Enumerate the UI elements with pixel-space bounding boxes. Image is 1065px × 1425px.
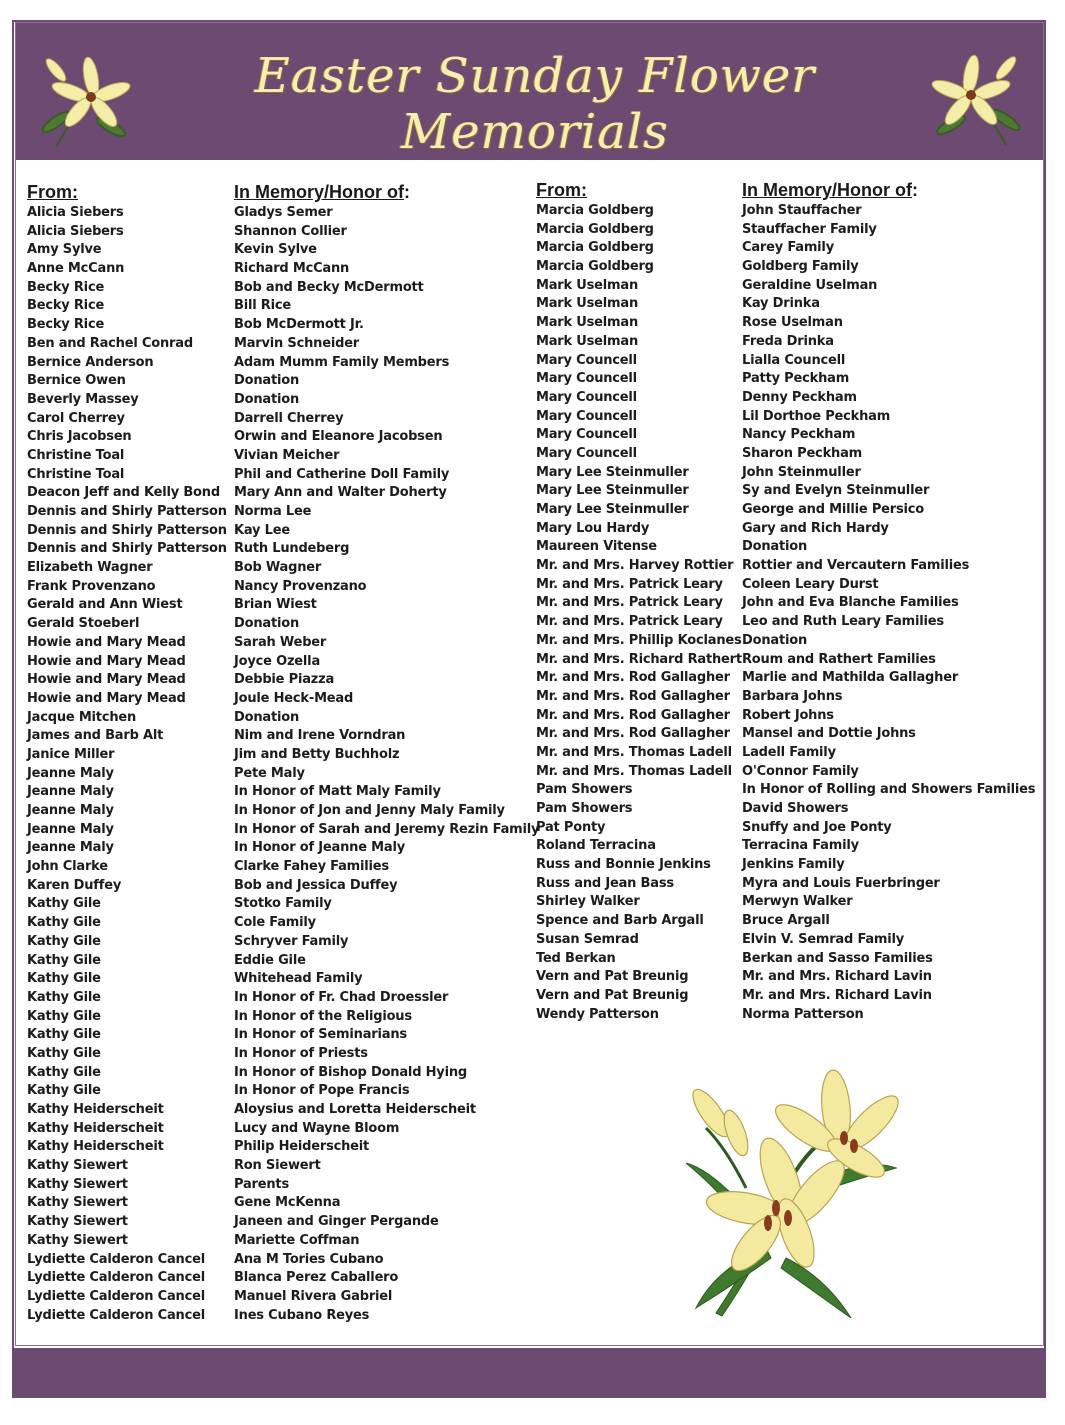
donor-name: Russ and Jean Bass bbox=[536, 875, 674, 891]
memory-header bbox=[234, 180, 524, 204]
memorial-name: Stauffacher Family bbox=[742, 221, 877, 237]
donor-name: Kathy Gile bbox=[27, 933, 101, 949]
memorial-name: Bob Wagner bbox=[234, 560, 322, 576]
memorial-name: Marlie and Mathilda Gallagher bbox=[742, 670, 959, 686]
donor-name: Lydiette Calderon Cancel bbox=[27, 1288, 205, 1304]
donor-name: Roland Terracina bbox=[536, 838, 656, 854]
memorial-name: Elvin V. Semrad Family bbox=[742, 931, 905, 947]
donor-name: Jeanne Maly bbox=[27, 784, 114, 800]
memorial-name: Mr. and Mrs. Richard Lavin bbox=[742, 969, 932, 985]
memorial-name: Norma Patterson bbox=[742, 1006, 864, 1022]
donor-name: Dennis and Shirly Patterson bbox=[27, 522, 227, 538]
memorial-name: Stotko Family bbox=[234, 896, 332, 912]
donor-name: Mr. and Mrs. Harvey Rottier bbox=[536, 558, 734, 574]
memorial-name: Berkan and Sasso Families bbox=[742, 950, 933, 966]
donor-name: Marcia Goldberg bbox=[536, 203, 654, 218]
donor-name: Elizabeth Wagner bbox=[27, 560, 153, 576]
donor-name: James and Barb Alt bbox=[27, 728, 164, 744]
donor-name: Gerald Stoeberl bbox=[27, 616, 140, 632]
donor-name: Howie and Mary Mead bbox=[27, 690, 186, 706]
memorial-name: Jim and Betty Buchholz bbox=[234, 746, 400, 762]
memory-header-colon: : bbox=[404, 182, 410, 202]
donor-name: Mary Councell bbox=[536, 389, 637, 405]
donor-name: Mary Lee Steinmuller bbox=[536, 483, 689, 499]
donor-name: Kathy Gile bbox=[27, 1027, 101, 1043]
donor-name: Mr. and Mrs. Rod Gallagher bbox=[536, 707, 730, 723]
donor-name: Lydiette Calderon Cancel bbox=[27, 1251, 205, 1267]
memorial-name: In Honor of Fr. Chad Droessler bbox=[234, 989, 449, 1005]
donor-name: Mary Councell bbox=[536, 371, 637, 387]
donor-name: Kathy Gile bbox=[27, 896, 101, 912]
memorial-name: Sarah Weber bbox=[234, 634, 327, 650]
lily-icon-left bbox=[36, 52, 136, 152]
left-memory-column bbox=[234, 180, 540, 1325]
memorial-name: Sharon Peckham bbox=[742, 445, 862, 461]
memorial-name: Mariette Coffman bbox=[234, 1232, 360, 1248]
donor-name: Mr. and Mrs. Thomas Ladell bbox=[536, 763, 732, 779]
donor-name: Ben and Rachel Conrad bbox=[27, 335, 193, 351]
memorial-name: Denny Peckham bbox=[742, 389, 857, 405]
donor-name: Lydiette Calderon Cancel bbox=[27, 1307, 205, 1323]
memorial-name: Mansel and Dottie Johns bbox=[742, 726, 916, 742]
memorial-name: Donation bbox=[742, 632, 808, 648]
from-header-label: From: bbox=[536, 180, 587, 200]
donor-name: Susan Semrad bbox=[536, 931, 639, 947]
memory-header-label: In Memory/Honor of bbox=[742, 180, 912, 200]
memorial-name: Rottier and Vercautern Families bbox=[742, 558, 970, 574]
memorial-name: Nancy Peckham bbox=[742, 427, 856, 443]
donor-name: Becky Rice bbox=[27, 279, 105, 295]
donor-name: Dennis and Shirly Patterson bbox=[27, 504, 227, 519]
donor-name: Mary Councell bbox=[536, 352, 637, 368]
memorial-name: Roum and Rathert Families bbox=[742, 651, 936, 667]
memorial-name: Cole Family bbox=[234, 915, 316, 931]
donor-name: Kathy Siewert bbox=[27, 1232, 128, 1248]
donor-name: Kathy Heiderscheit bbox=[27, 1102, 164, 1117]
memorial-name: Sy and Evelyn Steinmuller bbox=[742, 483, 930, 499]
memorial-name: Terracina Family bbox=[742, 838, 859, 854]
memorial-name: David Showers bbox=[742, 801, 849, 816]
memorial-name: In Honor of the Religious bbox=[234, 1008, 412, 1024]
memorial-name: Phil and Catherine Doll Family bbox=[234, 466, 450, 482]
donor-name: Mr. and Mrs. Rod Gallagher bbox=[536, 688, 730, 704]
memorial-name: Gary and Rich Hardy bbox=[742, 520, 889, 536]
donor-name: Mary Councell bbox=[536, 445, 637, 461]
donor-name: Spence and Barb Argall bbox=[536, 913, 704, 929]
memorial-name: Vivian Meicher bbox=[234, 447, 340, 463]
donor-name: Kathy Gile bbox=[27, 1045, 101, 1061]
donor-name: Jacque Mitchen bbox=[27, 709, 137, 725]
donor-name: Mr. and Mrs. Patrick Leary bbox=[536, 576, 723, 592]
memorial-name: Ana M Tories Cubano bbox=[234, 1251, 384, 1267]
memorial-name: Philip Heiderscheit bbox=[234, 1139, 370, 1155]
memorial-name: Geraldine Uselman bbox=[742, 277, 878, 293]
donor-name: Frank Provenzano bbox=[27, 578, 156, 594]
lily-icon-right bbox=[926, 50, 1026, 150]
right-memory-column bbox=[742, 178, 1037, 1024]
donor-name: Gerald and Ann Wiest bbox=[27, 597, 183, 613]
donor-name: Bernice Owen bbox=[27, 373, 126, 389]
footer-band bbox=[12, 1350, 1046, 1398]
donor-name: Mark Uselman bbox=[536, 315, 639, 331]
donor-name: Kathy Heiderscheit bbox=[27, 1139, 164, 1155]
memorial-name: Brian Wiest bbox=[234, 597, 317, 613]
memorial-name: Gladys Semer bbox=[234, 205, 333, 220]
donor-name: Mr. and Mrs. Thomas Ladell bbox=[536, 744, 732, 760]
donor-name: Kathy Heiderscheit bbox=[27, 1120, 164, 1136]
memorial-name: Donation bbox=[742, 539, 808, 555]
donor-name: Deacon Jeff and Kelly Bond bbox=[27, 485, 220, 501]
donor-name: Jeanne Maly bbox=[27, 765, 114, 781]
donor-name: Kathy Siewert bbox=[27, 1158, 128, 1174]
donor-name: Mr. and Mrs. Patrick Leary bbox=[536, 595, 723, 611]
donor-name: Kathy Siewert bbox=[27, 1214, 128, 1230]
memorial-name: Patty Peckham bbox=[742, 371, 850, 387]
memorial-name: Manuel Rivera Gabriel bbox=[234, 1288, 393, 1304]
memorial-name: O'Connor Family bbox=[742, 763, 859, 779]
memorial-name: Joyce Ozella bbox=[234, 653, 321, 669]
memorial-name: Ines Cubano Reyes bbox=[234, 1307, 370, 1323]
donor-name: Chris Jacobsen bbox=[27, 429, 132, 445]
donor-name: Mary Lee Steinmuller bbox=[536, 502, 689, 517]
memorial-name: Donation bbox=[234, 616, 300, 632]
memorial-name: Snuffy and Joe Ponty bbox=[742, 819, 892, 835]
memorial-name: Barbara Johns bbox=[742, 688, 843, 704]
memorial-name: Clarke Fahey Families bbox=[234, 859, 389, 875]
from-header-label: From: bbox=[27, 182, 78, 202]
memorial-name: Kay Lee bbox=[234, 522, 290, 538]
from-header bbox=[27, 180, 227, 204]
donor-name: Christine Toal bbox=[27, 466, 125, 482]
memorial-name: Ladell Family bbox=[742, 744, 836, 760]
donor-name: Mary Councell bbox=[536, 408, 637, 424]
donor-name: Kathy Siewert bbox=[27, 1176, 128, 1192]
memorial-name: Freda Drinka bbox=[742, 333, 834, 349]
memorial-name: In Honor of Jeanne Maly bbox=[234, 840, 405, 856]
donor-name: Christine Toal bbox=[27, 447, 125, 463]
donor-name: Mary Lee Steinmuller bbox=[536, 464, 689, 480]
memorial-name: Eddie Gile bbox=[234, 952, 306, 968]
donor-name: Wendy Patterson bbox=[536, 1006, 659, 1022]
donor-name: Alicia Siebers bbox=[27, 205, 124, 220]
memorial-name: In Honor of Rolling and Showers Families bbox=[742, 782, 1036, 798]
donor-name: Mary Councell bbox=[536, 427, 637, 443]
memorial-name: Donation bbox=[234, 709, 300, 725]
donor-name: Pam Showers bbox=[536, 801, 633, 816]
donor-name: Kathy Gile bbox=[27, 989, 101, 1005]
donor-name: Kathy Gile bbox=[27, 1008, 101, 1024]
donor-name: Russ and Bonnie Jenkins bbox=[536, 857, 711, 873]
donor-name: Mary Lou Hardy bbox=[536, 520, 650, 536]
memorial-name: In Honor of Priests bbox=[234, 1045, 368, 1061]
memorial-name: Mary Ann and Walter Doherty bbox=[234, 485, 447, 501]
memorial-name: Robert Johns bbox=[742, 707, 834, 723]
memorial-name: Myra and Louis Fuerbringer bbox=[742, 875, 940, 891]
donor-name: Mr. and Mrs. Rod Gallagher bbox=[536, 726, 730, 742]
memorial-name: In Honor of Matt Maly Family bbox=[234, 784, 441, 800]
from-header bbox=[536, 178, 736, 202]
donor-name: Pam Showers bbox=[536, 782, 633, 798]
left-from-column bbox=[27, 180, 227, 1325]
memorial-name: Nim and Irene Vorndran bbox=[234, 728, 406, 744]
donor-name: Kathy Gile bbox=[27, 971, 101, 987]
memory-header bbox=[742, 178, 1037, 202]
memorial-name: Blanca Perez Caballero bbox=[234, 1270, 399, 1286]
donor-name: Howie and Mary Mead bbox=[27, 634, 186, 650]
right-from-column bbox=[536, 178, 742, 1024]
memorial-name: Lil Dorthoe Peckham bbox=[742, 408, 891, 424]
donor-name: Vern and Pat Breunig bbox=[536, 969, 689, 985]
memorial-name: Bruce Argall bbox=[742, 913, 830, 929]
memorial-name: Coleen Leary Durst bbox=[742, 576, 879, 592]
memorial-name: In Honor of Bishop Donald Hying bbox=[234, 1064, 467, 1080]
memorial-name: George and Millie Persico bbox=[742, 502, 925, 517]
memorial-name: Gene McKenna bbox=[234, 1195, 341, 1211]
memorial-name: Adam Mumm Family Members bbox=[234, 354, 450, 370]
donor-name: Dennis and Shirly Patterson bbox=[27, 541, 227, 557]
memorial-name: Ron Siewert bbox=[234, 1158, 321, 1174]
donor-name: Kathy Gile bbox=[27, 915, 101, 931]
donor-name: Jeanne Maly bbox=[27, 821, 114, 837]
donor-name: Karen Duffey bbox=[27, 877, 122, 893]
left-memory-list bbox=[234, 204, 540, 1325]
donor-name: Pat Ponty bbox=[536, 819, 606, 835]
memorial-name: Jenkins Family bbox=[742, 857, 845, 873]
donor-name: Mr. and Mrs. Phillip Koclanes bbox=[536, 632, 742, 648]
memorial-name: Bob McDermott Jr. bbox=[234, 317, 364, 333]
donor-name: Marcia Goldberg bbox=[536, 221, 654, 237]
memorial-name: Donation bbox=[234, 391, 300, 407]
donor-name: Mr. and Mrs. Richard Rathert bbox=[536, 651, 742, 667]
donor-name: Becky Rice bbox=[27, 317, 105, 333]
memorial-name: Kevin Sylve bbox=[234, 242, 317, 258]
donor-name: Janice Miller bbox=[27, 746, 115, 762]
memorial-name: Bob and Becky McDermott bbox=[234, 279, 424, 295]
memorial-name: Schryver Family bbox=[234, 933, 349, 949]
donor-name: Howie and Mary Mead bbox=[27, 672, 186, 688]
right-memory-list bbox=[742, 202, 1037, 1024]
memorial-name: In Honor of Jon and Jenny Maly Family bbox=[234, 803, 505, 818]
memory-header-colon: : bbox=[912, 180, 918, 200]
memorial-name: Shannon Collier bbox=[234, 223, 347, 239]
donor-name: Beverly Massey bbox=[27, 391, 139, 407]
donor-name: Marcia Goldberg bbox=[536, 240, 654, 256]
memorial-name: Leo and Ruth Leary Families bbox=[742, 614, 944, 630]
donor-name: Kathy Siewert bbox=[27, 1195, 128, 1211]
donor-name: Jeanne Maly bbox=[27, 803, 114, 818]
memorial-name: Donation bbox=[234, 373, 300, 389]
memorial-name: Lialla Councell bbox=[742, 352, 846, 368]
memorial-name: Whitehead Family bbox=[234, 971, 363, 987]
donor-name: Amy Sylve bbox=[27, 242, 102, 258]
right-from-list bbox=[536, 202, 742, 1024]
donor-name: Mr. and Mrs. Patrick Leary bbox=[536, 614, 723, 630]
lily-illustration bbox=[676, 1068, 936, 1318]
memorial-name: In Honor of Seminarians bbox=[234, 1027, 407, 1043]
memorial-name: Nancy Provenzano bbox=[234, 578, 367, 594]
donor-name: Mark Uselman bbox=[536, 277, 639, 293]
memorial-name: Darrell Cherrey bbox=[234, 410, 344, 426]
memorial-name: Bob and Jessica Duffey bbox=[234, 877, 398, 893]
memorial-name: Parents bbox=[234, 1176, 289, 1192]
donor-name: Becky Rice bbox=[27, 298, 105, 314]
memorial-name: John and Eva Blanche Families bbox=[742, 595, 959, 611]
donor-name: Carol Cherrey bbox=[27, 410, 125, 426]
donor-name: Vern and Pat Breunig bbox=[536, 987, 689, 1003]
donor-name: Kathy Gile bbox=[27, 1083, 101, 1099]
memorial-name: Norma Lee bbox=[234, 504, 312, 519]
memorial-name: Joule Heck-Mead bbox=[234, 690, 354, 706]
memory-header-label: In Memory/Honor of bbox=[234, 182, 404, 202]
memorial-name: Carey Family bbox=[742, 240, 834, 256]
memorial-name: Mr. and Mrs. Richard Lavin bbox=[742, 987, 932, 1003]
donor-name: Jeanne Maly bbox=[27, 840, 114, 856]
memorial-name: In Honor of Sarah and Jeremy Rezin Family bbox=[234, 821, 540, 837]
memorial-name: Lucy and Wayne Bloom bbox=[234, 1120, 400, 1136]
memorial-name: Merwyn Walker bbox=[742, 894, 853, 910]
memorial-name: Richard McCann bbox=[234, 261, 350, 277]
donor-name: Anne McCann bbox=[27, 261, 125, 277]
donor-name: John Clarke bbox=[27, 859, 108, 875]
memorial-name: Aloysius and Loretta Heiderscheit bbox=[234, 1102, 476, 1117]
memorial-name: Pete Maly bbox=[234, 765, 305, 781]
memorial-name: Rose Uselman bbox=[742, 315, 843, 331]
donor-name: Mark Uselman bbox=[536, 333, 639, 349]
donor-name: Maureen Vitense bbox=[536, 539, 657, 555]
memorial-name: Janeen and Ginger Pergande bbox=[234, 1214, 439, 1230]
left-from-list bbox=[27, 204, 227, 1325]
memorial-name: Debbie Piazza bbox=[234, 672, 335, 688]
donor-name: Howie and Mary Mead bbox=[27, 653, 186, 669]
memorial-name: Ruth Lundeberg bbox=[234, 541, 350, 557]
memorial-name: John Stauffacher bbox=[742, 203, 862, 218]
memorial-name: In Honor of Pope Francis bbox=[234, 1083, 410, 1099]
page-title: Easter Sunday Flower Memorials bbox=[254, 48, 816, 160]
donor-name: Alicia Siebers bbox=[27, 223, 124, 239]
memorial-name: Goldberg Family bbox=[742, 259, 859, 275]
donor-name: Shirley Walker bbox=[536, 894, 640, 910]
memorial-name: Orwin and Eleanore Jacobsen bbox=[234, 429, 443, 445]
memorial-name: Marvin Schneider bbox=[234, 335, 360, 351]
donor-name: Marcia Goldberg bbox=[536, 259, 654, 275]
donor-name: Kathy Gile bbox=[27, 1064, 101, 1080]
donor-name: Kathy Gile bbox=[27, 952, 101, 968]
donor-name: Bernice Anderson bbox=[27, 354, 154, 370]
memorial-name: Bill Rice bbox=[234, 298, 291, 314]
donor-name: Lydiette Calderon Cancel bbox=[27, 1270, 205, 1286]
donor-name: Mark Uselman bbox=[536, 296, 639, 312]
donor-name: Ted Berkan bbox=[536, 950, 616, 966]
donor-name: Mr. and Mrs. Rod Gallagher bbox=[536, 670, 730, 686]
memorial-name: John Steinmuller bbox=[742, 464, 861, 480]
memorial-name: Kay Drinka bbox=[742, 296, 820, 312]
